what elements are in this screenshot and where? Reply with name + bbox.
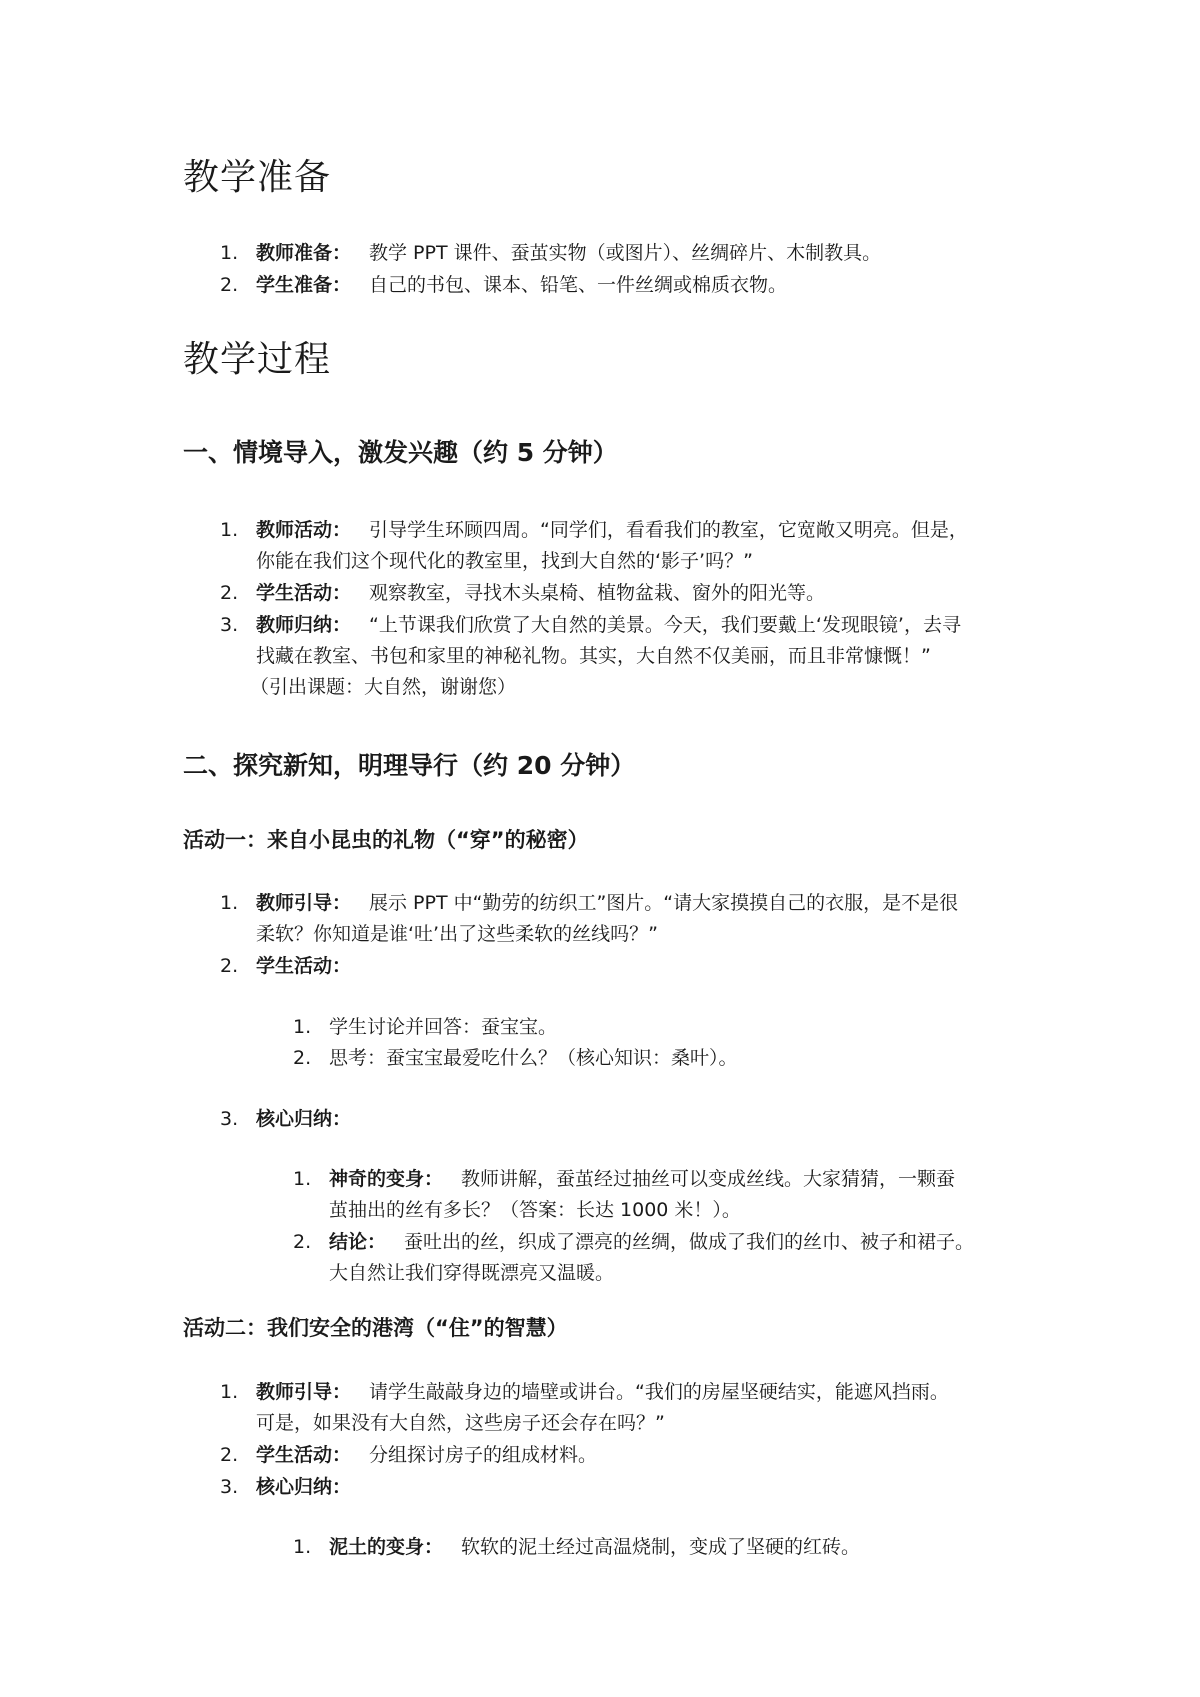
item-text-line: 观察教室，寻找木头桌椅、植物盆栽、窗外的阳光等。 (369, 582, 826, 604)
list-number: 1. (220, 1381, 239, 1403)
item-text-line: 茧抽出的丝有多长？（答案：长达 1000 米！）。 (329, 1199, 741, 1221)
list-number: 2. (220, 274, 239, 296)
item-text: 思考：蚕宝宝最爱吃什么？（核心知识：桑叶）。 (329, 1047, 738, 1069)
heading-part-two: 二、探究新知，明理导行（约 20 分钟） (183, 751, 636, 780)
item-text-line: “上节课我们欣赏了大自然的美景。今天，我们要戴上‘发现眼镜’，去寻 (369, 614, 961, 636)
item-text: 教学 PPT 课件、蚕茧实物（或图片）、丝绸碎片、木制教具。 (369, 242, 882, 264)
list-number: 3. (220, 1108, 239, 1130)
item-label: 学生活动： (256, 1444, 352, 1466)
item-text-line: 请学生敲敲身边的墙壁或讲台。“我们的房屋坚硬结实，能遮风挡雨。 (369, 1381, 949, 1403)
item-label: 学生活动： (256, 582, 352, 604)
item-text: 学生讨论并回答：蚕宝宝。 (329, 1016, 558, 1038)
list-number: 2. (293, 1231, 312, 1253)
item-text-line: 软软的泥土经过高温烧制，变成了坚硬的红砖。 (461, 1536, 861, 1558)
list-number: 2. (220, 955, 239, 977)
item-label: 教师活动： (256, 519, 352, 541)
heading-teaching-preparation: 教学准备 (183, 157, 332, 198)
item-label: 核心归纳： (256, 1108, 352, 1130)
item-text-line: 展示 PPT 中“勤劳的纺织工”图片。“请大家摸摸自己的衣服，是不是很 (369, 892, 959, 914)
list-number: 1. (293, 1536, 312, 1558)
heading-activity-two: 活动二：我们安全的港湾（“住”的智慧） (183, 1316, 568, 1340)
list-number: 2. (220, 582, 239, 604)
list-number: 1. (293, 1168, 312, 1190)
item-text-line: 教师讲解，蚕茧经过抽丝可以变成丝线。大家猜猜，一颗蚕 (461, 1168, 956, 1190)
item-label: 核心归纳： (256, 1476, 352, 1498)
item-text: 自己的书包、课本、铅笔、一件丝绸或棉质衣物。 (369, 274, 788, 296)
item-text-line: 找藏在教室、书包和家里的神秘礼物。其实，大自然不仅美丽，而且非常慷慨！” (256, 645, 931, 667)
item-text-line: 你能在我们这个现代化的教室里，找到大自然的‘影子’吗？” (256, 550, 753, 572)
list-number: 1. (220, 519, 239, 541)
item-text-line: （引出课题：大自然，谢谢您） (250, 676, 517, 698)
item-label: 教师引导： (256, 1381, 352, 1403)
list-number: 1. (220, 242, 239, 264)
item-label: 教师归纳： (256, 614, 352, 636)
item-text-line: 大自然让我们穿得既漂亮又温暖。 (329, 1262, 615, 1284)
item-text-line: 引导学生环顾四周。“同学们，看看我们的教室，它宽敞又明亮。但是， (369, 519, 968, 541)
item-label: 结论： (329, 1231, 387, 1253)
heading-part-one: 一、情境导入，激发兴趣（约 5 分钟） (183, 438, 618, 467)
heading-teaching-process: 教学过程 (183, 339, 332, 380)
list-number: 3. (220, 1476, 239, 1498)
list-number: 1. (220, 892, 239, 914)
item-text-line: 蚕吐出的丝，织成了漂亮的丝绸，做成了我们的丝巾、被子和裙子。 (404, 1231, 975, 1253)
item-label: 学生活动： (256, 955, 352, 977)
item-label: 神奇的变身： (329, 1168, 444, 1190)
item-label: 教师引导： (256, 892, 352, 914)
item-text-line: 可是，如果没有大自然，这些房子还会存在吗？” (256, 1412, 665, 1434)
list-number: 2. (293, 1047, 312, 1069)
list-number: 1. (293, 1016, 312, 1038)
item-label: 学生准备： (256, 274, 352, 296)
list-number: 3. (220, 614, 239, 636)
item-label: 泥土的变身： (329, 1536, 444, 1558)
item-text-line: 分组探讨房子的组成材料。 (369, 1444, 598, 1466)
list-number: 2. (220, 1444, 239, 1466)
item-text-line: 柔软？你知道是谁‘吐’出了这些柔软的丝线吗？” (256, 923, 658, 945)
heading-activity-one: 活动一：来自小昆虫的礼物（“穿”的秘密） (183, 828, 589, 852)
item-label: 教师准备： (256, 242, 352, 264)
